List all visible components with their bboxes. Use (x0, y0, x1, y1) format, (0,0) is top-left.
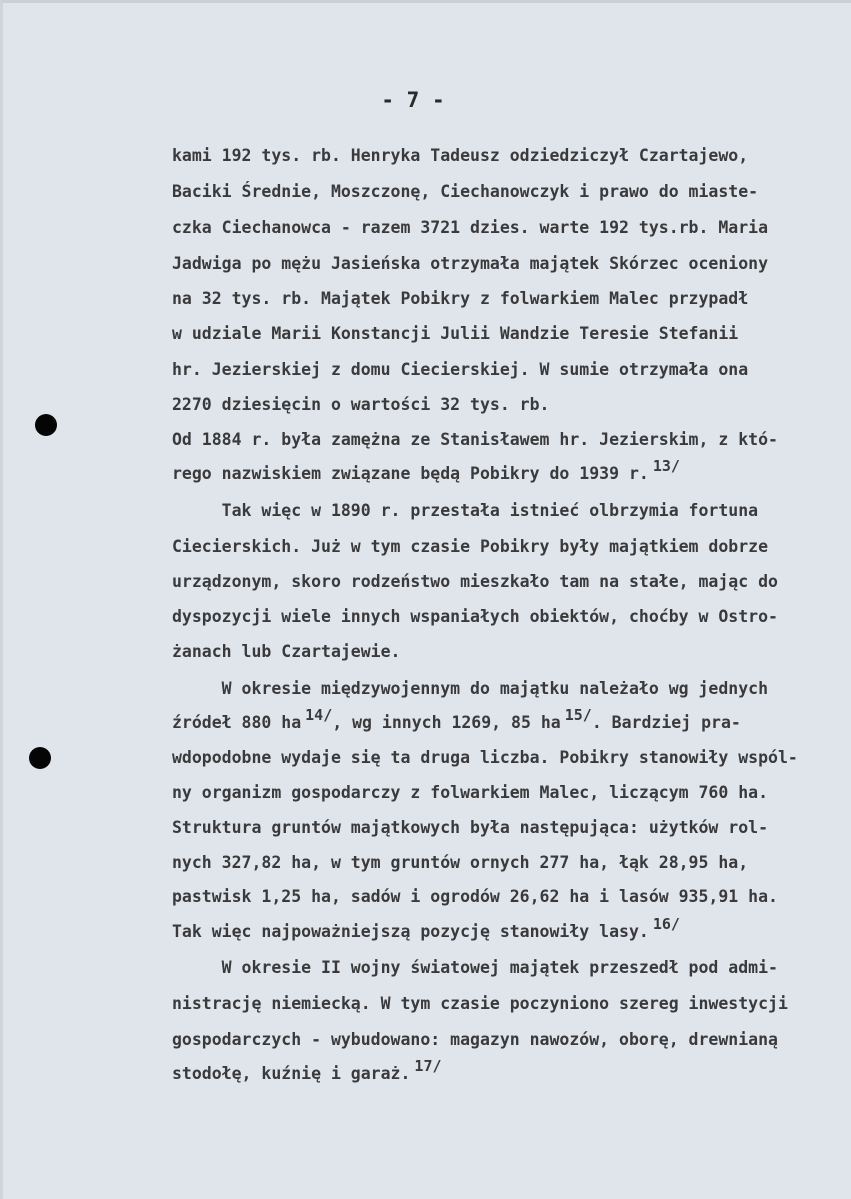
text-line (172, 607, 778, 627)
line-text: Tak więc w 1890 r. przestała istnieć olbrzymia fortuna (172, 501, 759, 520)
line-text: rego nazwiskiem związane będą Pobikry do 1939 r. (172, 464, 649, 483)
footnote-marker: 15/ (564, 706, 592, 724)
line-text: Tak więc najpoważniejszą pozycję stanowiły lasy. (172, 922, 649, 941)
line-text: ny organizm gospodarczy z folwarkiem Malec, liczącym 760 ha. (172, 783, 769, 802)
text-line (172, 254, 768, 274)
text-line (172, 572, 778, 592)
line-text: Od 1884 r. była zamężna ze Stanisławem hr. Jezierskim, z któ- (172, 430, 778, 449)
text-line (172, 783, 768, 803)
line-text: W okresie międzywojennym do majątku należało wg jednych (172, 679, 769, 698)
text-line (172, 748, 798, 768)
text-line (172, 1030, 778, 1050)
footnote-marker: 16/ (652, 915, 680, 933)
text-line (172, 146, 748, 166)
line-text: hr. Jezierskiej z domu Ciecierskiej. W sumie otrzymała ona (172, 360, 749, 379)
text-line (172, 360, 748, 380)
line-text: pastwisk 1,25 ha, sadów i ogrodów 26,62 ha i lasów 935,91 ha. (172, 887, 778, 906)
text-line (172, 642, 400, 662)
line-text: gospodarczych - wybudowano: magazyn nawozów, oborę, drewnianą (172, 1030, 778, 1049)
footnote-marker: 14/ (305, 706, 333, 724)
text-line (172, 182, 758, 202)
line-text-continued: , wg innych 1269, 85 ha (332, 713, 561, 732)
line-text: źródeł 880 ha (172, 713, 302, 732)
text-line (172, 501, 758, 521)
text-line (172, 994, 788, 1014)
footnote-marker: 17/ (414, 1057, 442, 1075)
text-line (172, 915, 680, 942)
line-text: dyspozycji wiele innych wspaniałych obiektów, choćby w Ostro- (172, 607, 778, 626)
text-line (172, 395, 550, 415)
text-line (172, 537, 768, 557)
footnote-marker: 13/ (652, 457, 680, 475)
line-text: Struktura gruntów majątkowych była następująca: użytków rol- (172, 818, 769, 837)
punch-hole-bottom (29, 747, 51, 769)
text-line (172, 324, 738, 344)
line-text: Baciki Średnie, Moszczonę, Ciechanowczyk i prawo do miaste- (172, 182, 759, 201)
line-text: nych 327,82 ha, w tym gruntów ornych 277 ha, łąk 28,95 ha, (172, 853, 749, 872)
text-line (172, 1057, 442, 1084)
line-text: nistrację niemiecką. W tym czasie poczyniono szereg inwestycji (172, 994, 788, 1013)
text-line (172, 430, 778, 450)
line-text: kami 192 tys. rb. Henryka Tadeusz odziedziczył Czartajewo, (172, 146, 749, 165)
line-text: na 32 tys. rb. Majątek Pobikry z folwarkiem Malec przypadł (172, 289, 749, 308)
text-line (172, 679, 768, 699)
page-number: - 7 - (381, 88, 445, 112)
text-line (172, 706, 741, 733)
line-text: w udziale Marii Konstancji Julii Wandzie Teresie Stefanii (172, 324, 739, 343)
text-line (172, 289, 748, 309)
line-text: Jadwiga po mężu Jasieńska otrzymała majątek Skórzec oceniony (172, 254, 769, 273)
text-line (172, 818, 768, 838)
line-text: urządzonym, skoro rodzeństwo mieszkało tam na stałe, mając do (172, 572, 778, 591)
line-text: żanach lub Czartajewie. (172, 642, 401, 661)
line-text-continued: . Bardziej pra- (591, 713, 741, 732)
line-text: czka Ciechanowca - razem 3721 dzies. warte 192 tys.rb. Maria (172, 218, 769, 237)
line-text: Ciecierskich. Już w tym czasie Pobikry były majątkiem dobrze (172, 537, 769, 556)
punch-hole-top (35, 414, 57, 436)
text-line (172, 958, 778, 978)
text-line (172, 887, 778, 907)
line-text: stodołę, kuźnię i garaż. (172, 1064, 411, 1083)
line-text: 2270 dziesięcin o wartości 32 tys. rb. (172, 395, 550, 414)
line-text: W okresie II wojny światowej majątek przeszedł pod admi- (172, 958, 778, 977)
text-line (172, 457, 680, 484)
text-line (172, 853, 748, 873)
line-text: wdopodobne wydaje się ta druga liczba. Pobikry stanowiły wspól- (172, 748, 798, 767)
text-line (172, 218, 768, 238)
